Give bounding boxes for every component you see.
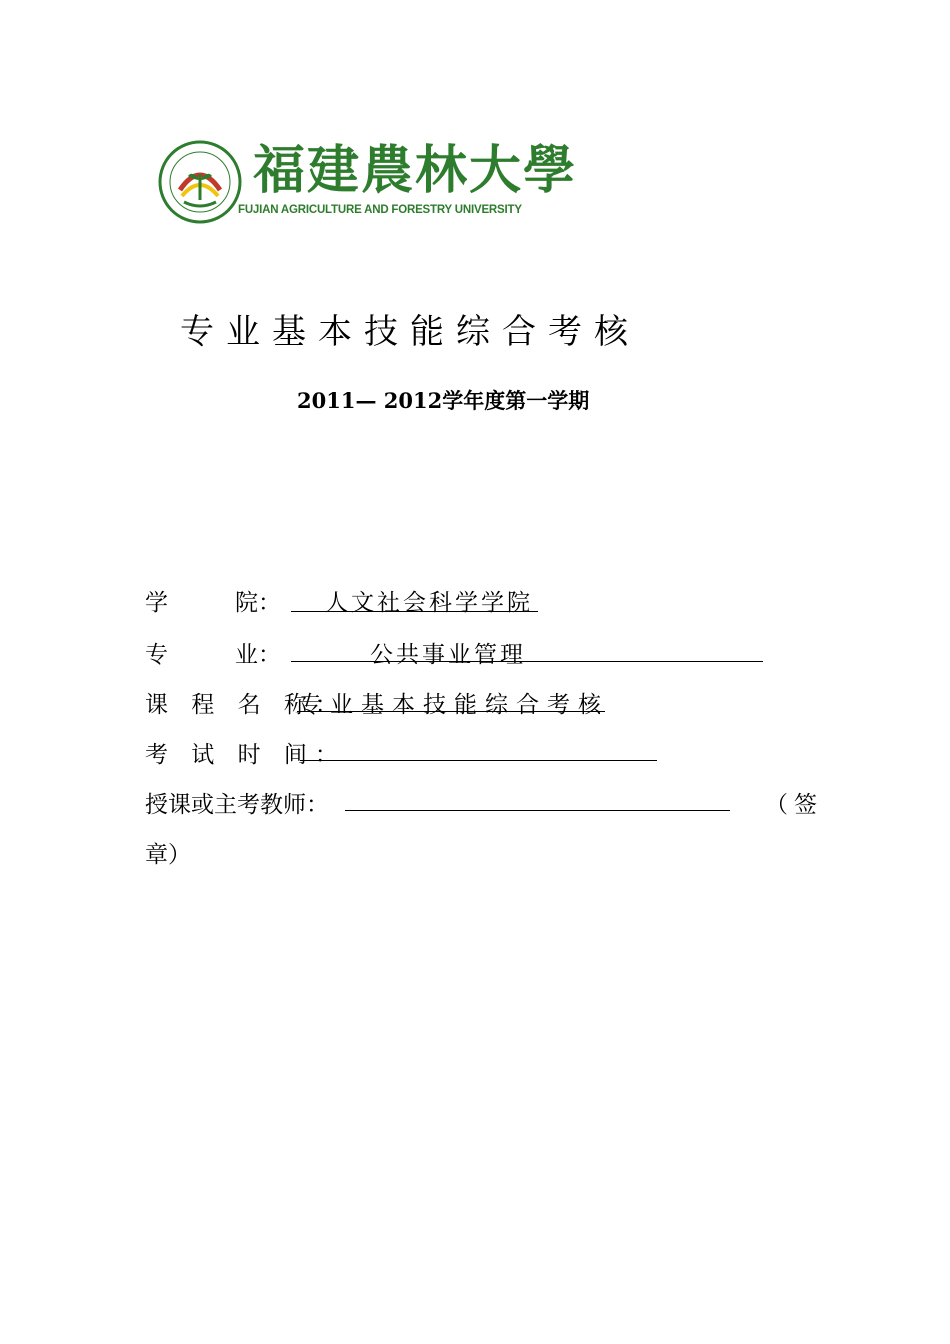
university-name-en: FUJIAN AGRICULTURE AND FORESTRY UNIVERSITY xyxy=(238,204,522,216)
exam-time-underline xyxy=(300,760,657,761)
teacher-underline xyxy=(345,810,730,811)
course-value: 专业基本技能综合考核 xyxy=(299,692,609,718)
college-label: 学 xyxy=(145,590,168,616)
college-row xyxy=(145,584,281,617)
college-value: 人文社会科学学院 xyxy=(325,590,533,616)
signature-note: （签 xyxy=(765,792,823,818)
signature-note-cont: 章） xyxy=(145,842,191,868)
teacher-label: 授课或主考教师： xyxy=(145,792,329,818)
major-label-end: 业： xyxy=(235,642,281,668)
academic-term: 2011— 2012学年度第一学期 xyxy=(297,388,590,413)
course-label: 课 程 名 称： xyxy=(145,692,346,718)
major-value: 公共事业管理 xyxy=(370,642,526,668)
page-title: 专业基本技能综合考核 xyxy=(180,312,640,352)
major-underline xyxy=(291,661,763,662)
university-name-cn: 福建農林大學 xyxy=(253,140,578,201)
college-underline xyxy=(291,611,538,612)
university-logo xyxy=(158,140,578,230)
course-underline xyxy=(297,711,605,712)
major-row xyxy=(145,636,281,669)
exam-time-label: 考 试 时 间： xyxy=(145,742,346,768)
university-seal-icon xyxy=(158,140,242,224)
major-label: 专 xyxy=(145,642,168,668)
college-label-end: 院： xyxy=(235,590,281,616)
